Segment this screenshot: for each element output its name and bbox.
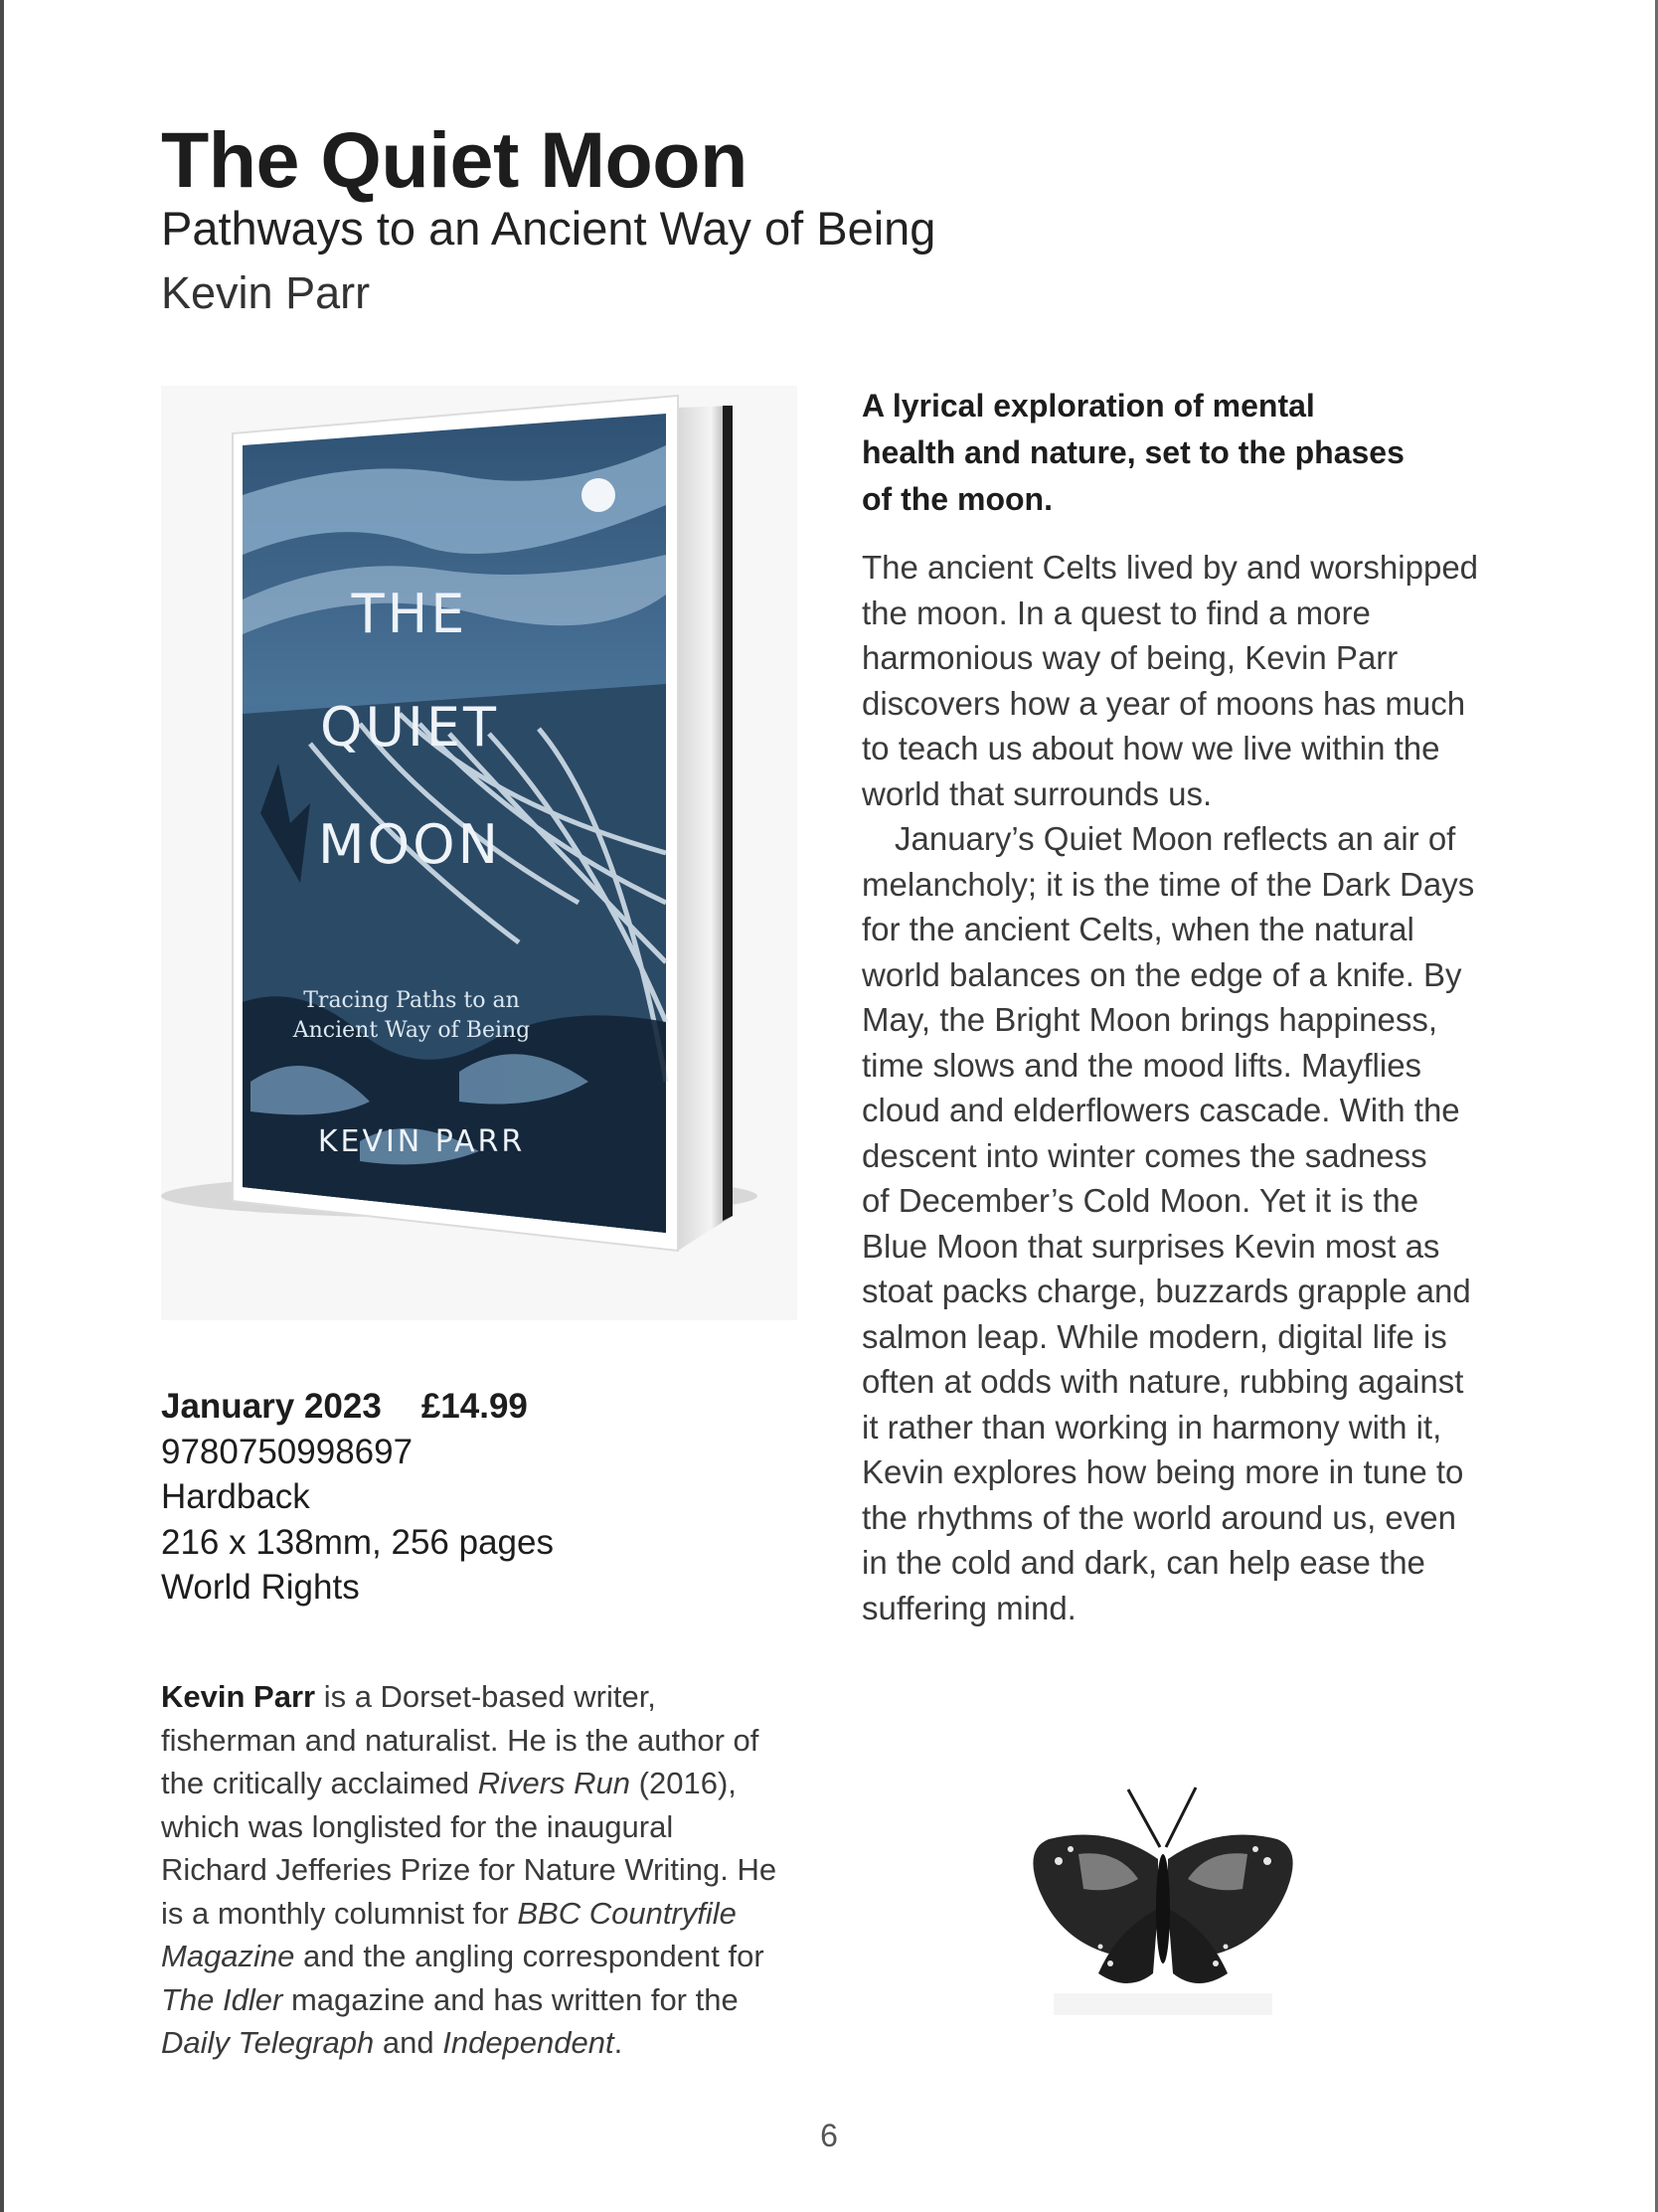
bio-text: Richard Jefferies Prize for Nature Writing. He [161, 1852, 777, 1887]
bio-text: magazine and has written for the [282, 1981, 739, 2017]
bio-text: (2016), [630, 1766, 737, 1800]
bio-publication: Magazine [161, 1939, 295, 1973]
rights: World Rights [161, 1568, 360, 1607]
description-line: discovers how a year of moons has much [862, 684, 1466, 722]
page-number: 6 [820, 2118, 838, 2153]
bio-author-name: Kevin Parr [161, 1679, 316, 1714]
price: £14.99 [420, 1387, 528, 1426]
book-author: Kevin Parr [161, 267, 371, 318]
description-line: salmon leap. While modern, digital life is [862, 1317, 1447, 1355]
book-title: The Quiet Moon [161, 115, 747, 204]
isbn: 9780750998697 [161, 1432, 414, 1471]
description-line: to teach us about how we live within the [862, 730, 1440, 766]
description-line: for the ancient Celts, when the natural [862, 911, 1414, 947]
description-line: January’s Quiet Moon reflects an air of [862, 820, 1456, 857]
bio-text: and [374, 2025, 443, 2060]
author-bio [161, 1675, 807, 2065]
cover-title-line-2: QUIET [319, 696, 500, 759]
description-line: descent into winter comes the sadness [862, 1136, 1427, 1174]
bio-book-title: Rivers Run [477, 1766, 631, 1800]
bio-text: fisherman and naturalist. He is the author of [161, 1722, 759, 1758]
bio-text: is a monthly columnist for [161, 1895, 518, 1931]
bio-publication: Independent [442, 2025, 614, 2060]
blurb-line: of the moon. [862, 481, 1053, 517]
description-line: often at odds with nature, rubbing against [862, 1363, 1464, 1400]
format: Hardback [161, 1477, 310, 1516]
description-line: cloud and elderflowers cascade. With the [862, 1092, 1460, 1128]
description [862, 545, 1558, 1630]
publication-date: January 2023 [161, 1387, 382, 1426]
blurb-line: health and nature, set to the phases [862, 434, 1405, 470]
cover-title-line-1: THE [351, 583, 468, 645]
description-line: suffering mind. [862, 1589, 1077, 1626]
book-cover-image [161, 386, 797, 1320]
description-line: May, the Bright Moon brings happiness, [862, 1001, 1438, 1038]
publication-details [161, 1384, 554, 1611]
description-line: the rhythms of the world around us, even [862, 1498, 1456, 1536]
cover-subtitle-line-2: Ancient Way of Being [292, 1018, 531, 1043]
description-line: world balances on the edge of a knife. By [862, 955, 1462, 993]
description-line: of December’s Cold Moon. Yet it is the [862, 1182, 1419, 1219]
bio-text: . [613, 2025, 623, 2060]
description-line: stoat packs charge, buzzards grapple and [862, 1273, 1471, 1309]
description-line: Kevin explores how being more in tune to [862, 1453, 1464, 1490]
moon-icon [581, 478, 615, 512]
description-line: it rather than working in harmony with it, [862, 1408, 1442, 1446]
description-line: Blue Moon that surprises Kevin most as [862, 1227, 1440, 1265]
cover-author: KEVIN PARR [317, 1124, 526, 1159]
page-frame-left [0, 0, 4, 2212]
description-line: world that surrounds us. [862, 774, 1213, 812]
bio-publication: Daily Telegraph [161, 2025, 375, 2060]
description-line: time slows and the mood lifts. Mayflies [862, 1046, 1422, 1084]
cover-title-line-3: MOON [318, 813, 501, 876]
bio-text: and the angling correspondent for [294, 1939, 764, 1973]
bio-text: the critically acclaimed [161, 1766, 478, 1800]
book-subtitle: Pathways to an Ancient Way of Being [161, 202, 936, 255]
size-pages: 216 x 138mm, 256 pages [161, 1522, 554, 1562]
bio-text: which was longlisted for the inaugural [161, 1808, 674, 1844]
description-line: The ancient Celts lived by and worshipped [862, 549, 1479, 586]
description-line: the moon. In a quest to find a more [862, 594, 1371, 631]
cover-subtitle-line-1: Tracing Paths to an [303, 988, 520, 1013]
bio-publication: BBC Countryfile [517, 1895, 737, 1931]
blurb [862, 383, 1518, 523]
bio-publication: The Idler [161, 1981, 283, 2017]
description-line: in the cold and dark, can help ease the [862, 1544, 1425, 1581]
description-line: melancholy; it is the time of the Dark Days [862, 865, 1475, 903]
blurb-line: A lyrical exploration of mental [862, 388, 1315, 424]
bio-text: is a Dorset-based writer, [315, 1679, 656, 1714]
description-line: harmonious way of being, Kevin Parr [862, 639, 1399, 676]
butterfly-icon [1019, 1780, 1307, 2018]
